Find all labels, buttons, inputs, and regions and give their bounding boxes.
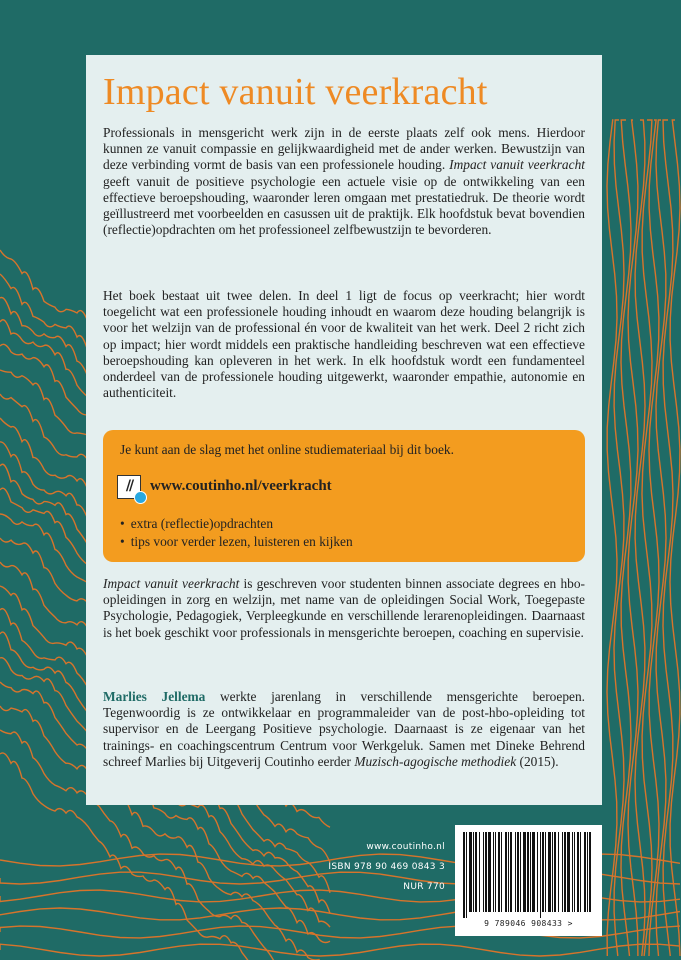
audience-book-title: Impact vanuit veerkracht — [103, 576, 240, 591]
barcode-bar — [587, 832, 588, 912]
isbn-number: ISBN 978 90 469 0843 3 — [328, 862, 445, 872]
barcode-bar — [552, 832, 553, 912]
online-icon-label: // — [125, 478, 133, 494]
intro-paragraph — [103, 125, 585, 238]
author-name: Marlies Jellema — [103, 689, 206, 704]
barcode-bar — [572, 832, 573, 912]
barcode-bar — [488, 832, 491, 912]
barcode-bar — [520, 832, 521, 912]
barcode-bar — [548, 832, 551, 912]
barcode-bar — [469, 832, 472, 912]
barcode-bar — [475, 832, 477, 912]
wave-line-right-4 — [635, 120, 645, 956]
barcode-bar — [589, 832, 591, 912]
barcode-bar — [558, 832, 559, 912]
barcode-bar — [562, 832, 563, 912]
barcode-bar — [540, 832, 541, 918]
barcode-bar — [505, 832, 507, 912]
parts-paragraph: Het boek bestaat uit twee delen. In deel 1 ligt de focus op veerkracht; hier wordt toegelicht wat een professionele houding inhoudt en waarom deze houding belangrijk is voor het welzijn van de professional én voor de kwaliteit van het werk. Deel 2 richt zich op impact; hier wordt middels een praktische handleiding beschreven wat een effectieve beroepshouding kan opleveren in het werk. In elk hoofdstuk wordt een fundamenteel onderdeel van de professionele houding uitgewerkt, waaronder empathie, autonomie en authenticiteit. — [103, 288, 585, 401]
online-material-list — [120, 515, 353, 551]
wave-line-right-9 — [670, 120, 680, 956]
nur-code: NUR 770 — [403, 882, 445, 892]
barcode-bar — [530, 832, 531, 912]
barcode-bar — [532, 832, 535, 912]
barcode-digits: 9 789046 908433 > — [484, 919, 573, 928]
barcode-bar — [493, 832, 494, 912]
barcode-bar — [574, 832, 575, 912]
intro-text-continued: geeft vanuit de positieve psychologie een actuele visie op de ontwikkeling van een effectieve beroepshouding, waaronder leren omgaan met prestatiedruk. De theorie wordt geïllustreerd met voorbeelden en casussen uit de praktijk. Elk hoofdstuk bevat bovendien (reflectie)opdrachten om het professioneel zelfbewustzijn te bevorderen. — [103, 173, 585, 238]
publisher-website[interactable]: www.coutinho.nl — [366, 842, 445, 852]
list-item: • tips voor verder lezen, luisteren en kijken — [120, 533, 353, 551]
barcode-bar — [510, 832, 512, 912]
barcode-bar — [508, 832, 509, 912]
barcode-bar — [523, 832, 526, 912]
intro-book-title: Impact vanuit veerkracht — [449, 157, 585, 173]
book-title: Impact vanuit veerkracht — [103, 71, 488, 113]
barcode-bar — [584, 832, 586, 912]
prior-work-title: Muzisch-agogische methodiek — [354, 753, 517, 769]
online-material-box — [103, 430, 585, 562]
barcode-bar — [495, 832, 496, 912]
wave-line-right-5 — [642, 120, 652, 956]
author-bio: werkte jarenlang in verschillende mensgerichte beroepen. Tegenwoordig is ze ontwikkelaar en programmaleider van de post-hbo-opleiding tot supervisor en de Leergang Positieve psychologie. Daarnaast is ze eigenaar van het trainings- en coachingscentrum Centrum voor Werkgeluk. Samen met Dineke Behrend schreef Marlies bij Uitgeverij Coutinho eerder — [103, 689, 586, 769]
barcode-bar — [479, 832, 480, 912]
author-paragraph — [103, 689, 585, 770]
barcode-bar — [498, 832, 500, 912]
barcode-bar — [527, 832, 529, 912]
wave-line-right-8 — [663, 120, 673, 956]
wave-line-right-0 — [607, 120, 617, 956]
barcode-bar — [473, 832, 474, 912]
barcode-bar — [580, 832, 581, 912]
audience-paragraph — [103, 576, 585, 641]
wave-line-bottom-5 — [0, 944, 680, 956]
barcode-bar — [517, 832, 519, 912]
barcode-bar — [577, 832, 579, 912]
barcode-bar — [564, 832, 566, 912]
barcode-bar — [463, 832, 465, 918]
barcode-bar — [537, 832, 538, 912]
cursor-dot-icon — [134, 491, 147, 504]
barcode — [455, 825, 602, 936]
barcode-bar — [515, 832, 516, 912]
barcode-bar — [466, 832, 467, 918]
coutinho-online-icon — [117, 475, 141, 499]
barcode-bar — [545, 832, 546, 912]
barcode-bar — [554, 832, 556, 912]
barcode-bar — [567, 832, 570, 912]
online-material-intro: Je kunt aan de slag met het online studiemateriaal bij dit boek. — [120, 442, 454, 457]
publication-info — [328, 837, 445, 897]
intro-text: Professionals in mensgericht werk zijn in de eerste plaats zelf ook mens. Hierdoor kunnen ze vanuit compassie en gelijkwaardigheid met de ander werken. Bewustzijn van deze verbinding vormt de basis van een professionele houding. — [103, 125, 585, 173]
list-item: • extra (reflectie)opdrachten — [120, 515, 353, 533]
barcode-bar — [485, 832, 487, 912]
barcode-bar — [542, 832, 544, 912]
audience-text: is geschreven voor studenten binnen associate degrees en hbo-opleidingen in zorg en welzijn, met name van de opleidingen Social Work, Toegepaste Psychologie, Pedagogiek, Verpleegkunde en verschillende lerarenopleidingen. Daarnaast is het boek geschikt voor professionals in mensgerichte beroepen, coaching en supervisie. — [103, 576, 585, 640]
barcode-bar — [483, 832, 484, 912]
prior-work-year: (2015). — [519, 753, 559, 769]
barcode-bar — [501, 832, 502, 912]
online-material-url[interactable]: www.coutinho.nl/veerkracht — [150, 478, 332, 494]
barcode-bars — [461, 832, 596, 918]
